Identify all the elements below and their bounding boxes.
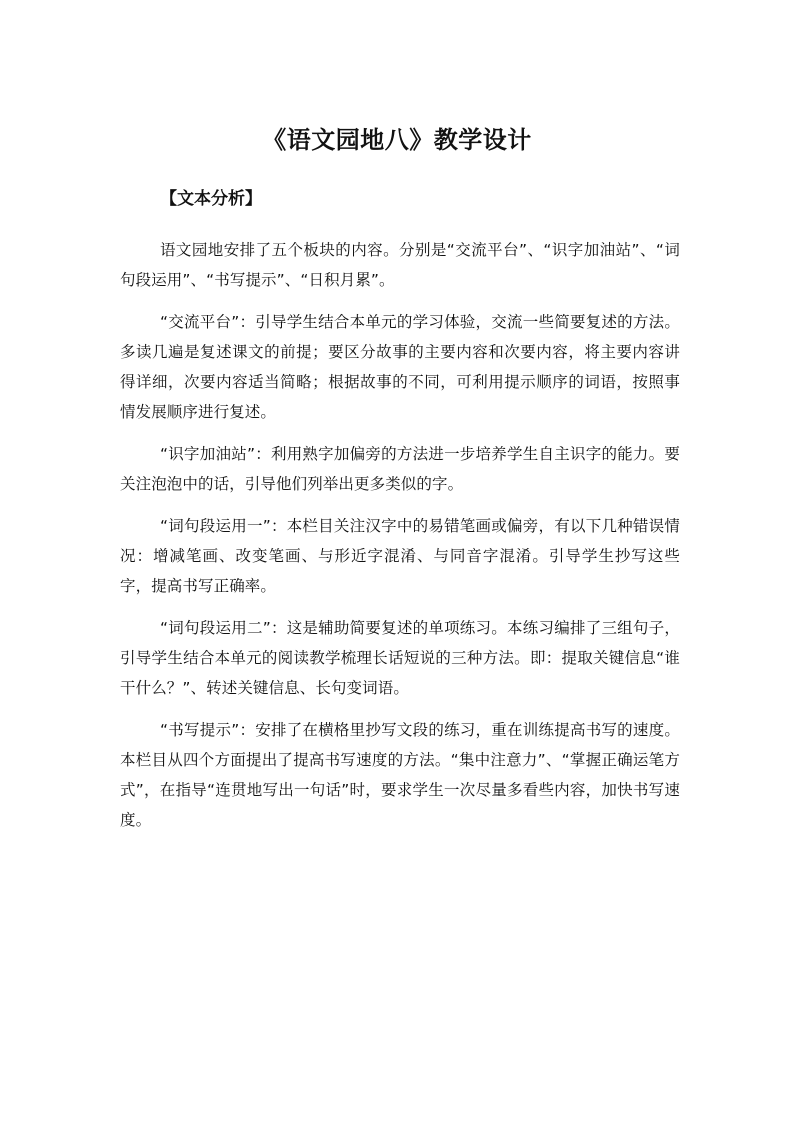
section-heading: 【文本分析】 bbox=[160, 189, 262, 209]
document-title: 《语文园地八》教学设计 bbox=[262, 126, 532, 154]
paragraph-exchange-platform: “交流平台”：引导学生结合本单元的学习体验，交流一些简要复述的方法。多读几遍是复述课文的前提；要区分故事的主要内容和次要内容，将主要内容讲得详细，次要内容适当简略；根据故事的不同，可利用提示顺序的词语，按照事情发展顺序进行复述。 bbox=[120, 313, 680, 421]
paragraph-overview: 语文园地安排了五个板块的内容。分别是“交流平台”、“识字加油站”、“词句段运用”、“书写提示”、“日积月累”。 bbox=[120, 241, 680, 289]
document-body bbox=[120, 235, 680, 847]
paragraph-word-use-two: “词句段运用二”：这是辅助简要复述的单项练习。本练习编排了三组句子，引导学生结合本单元的阅读教学梳理长话短说的三种方法。即：提取关键信息“谁干什么？”、转述关键信息、长句变词语。 bbox=[120, 619, 680, 697]
paragraph-writing-tips: “书写提示”：安排了在横格里抄写文段的练习，重在训练提高书写的速度。本栏目从四个方面提出了提高书写速度的方法。“集中注意力”、“掌握正确运笔方式”，在指导“连贯地写出一句话”时，要求学生一次尽量多看些内容，加快书写速度。 bbox=[120, 721, 680, 829]
paragraph-literacy-station: “识字加油站”：利用熟字加偏旁的方法进一步培养学生自主识字的能力。要关注泡泡中的话，引导他们列举出更多类似的字。 bbox=[120, 445, 680, 493]
paragraph-word-use-one: “词句段运用一”：本栏目关注汉字中的易错笔画或偏旁，有以下几种错误情况：增减笔画、改变笔画、与形近字混淆、与同音字混淆。引导学生抄写这些字，提高书写正确率。 bbox=[120, 517, 680, 595]
